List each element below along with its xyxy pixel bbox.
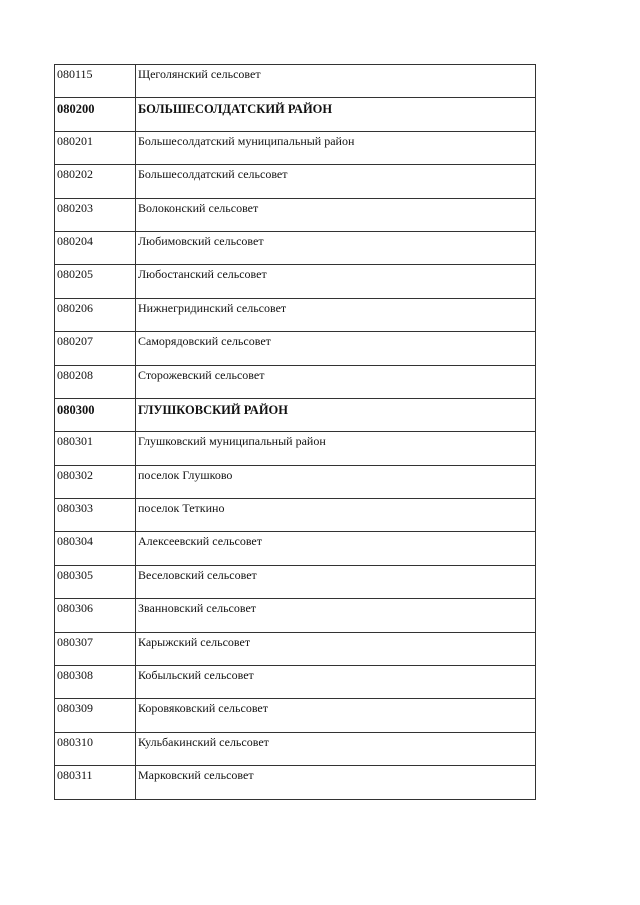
name-cell: Веселовский сельсовет <box>136 565 536 598</box>
table-row <box>55 532 536 565</box>
district-header-row <box>55 98 536 131</box>
code-cell: 080304 <box>55 532 136 565</box>
code-cell: 080310 <box>55 732 136 765</box>
table-row <box>55 666 536 699</box>
name-cell: Алексеевский сельсовет <box>136 532 536 565</box>
name-cell: Марковский сельсовет <box>136 766 536 799</box>
code-cell: 080309 <box>55 699 136 732</box>
name-cell: Кульбакинский сельсовет <box>136 732 536 765</box>
name-cell: Большесолдатский сельсовет <box>136 165 536 198</box>
table-row <box>55 165 536 198</box>
table-row <box>55 365 536 398</box>
code-cell: 080303 <box>55 499 136 532</box>
table-row <box>55 465 536 498</box>
code-cell: 080311 <box>55 766 136 799</box>
table-row <box>55 198 536 231</box>
code-cell: 080306 <box>55 599 136 632</box>
code-cell: 080204 <box>55 231 136 264</box>
table-row <box>55 499 536 532</box>
name-cell: Званновский сельсовет <box>136 599 536 632</box>
name-cell: Любимовский сельсовет <box>136 231 536 264</box>
code-cell: 080301 <box>55 432 136 465</box>
name-cell: Нижнегридинский сельсовет <box>136 298 536 331</box>
code-cell: 080300 <box>55 398 136 431</box>
code-cell: 080203 <box>55 198 136 231</box>
code-cell: 080302 <box>55 465 136 498</box>
table-row <box>55 565 536 598</box>
table-row <box>55 699 536 732</box>
code-cell: 080207 <box>55 332 136 365</box>
name-cell: БОЛЬШЕСОЛДАТСКИЙ РАЙОН <box>136 98 536 131</box>
name-cell: Коровяковский сельсовет <box>136 699 536 732</box>
code-cell: 080308 <box>55 666 136 699</box>
name-cell: Глушковский муниципальный район <box>136 432 536 465</box>
table-row <box>55 298 536 331</box>
table-row <box>55 599 536 632</box>
code-cell: 080206 <box>55 298 136 331</box>
code-cell: 080200 <box>55 98 136 131</box>
table-row <box>55 432 536 465</box>
name-cell: поселок Глушково <box>136 465 536 498</box>
name-cell: Кобыльский сельсовет <box>136 666 536 699</box>
code-cell: 080307 <box>55 632 136 665</box>
name-cell: Большесолдатский муниципальный район <box>136 131 536 164</box>
table-row <box>55 332 536 365</box>
code-cell: 080305 <box>55 565 136 598</box>
name-cell: поселок Теткино <box>136 499 536 532</box>
name-cell: Волоконский сельсовет <box>136 198 536 231</box>
name-cell: Карыжский сельсовет <box>136 632 536 665</box>
table-body <box>55 65 536 800</box>
name-cell: Сторожевский сельсовет <box>136 365 536 398</box>
code-cell: 080201 <box>55 131 136 164</box>
table-row <box>55 632 536 665</box>
name-cell: Саморядовский сельсовет <box>136 332 536 365</box>
table-row <box>55 65 536 98</box>
municipal-codes-table <box>54 64 536 800</box>
code-cell: 080205 <box>55 265 136 298</box>
code-cell: 080115 <box>55 65 136 98</box>
district-header-row <box>55 398 536 431</box>
name-cell: Щеголянский сельсовет <box>136 65 536 98</box>
name-cell: Любостанский сельсовет <box>136 265 536 298</box>
table-row <box>55 265 536 298</box>
code-cell: 080208 <box>55 365 136 398</box>
code-cell: 080202 <box>55 165 136 198</box>
table-row <box>55 131 536 164</box>
table-row <box>55 231 536 264</box>
table-row <box>55 732 536 765</box>
table-row <box>55 766 536 799</box>
name-cell: ГЛУШКОВСКИЙ РАЙОН <box>136 398 536 431</box>
